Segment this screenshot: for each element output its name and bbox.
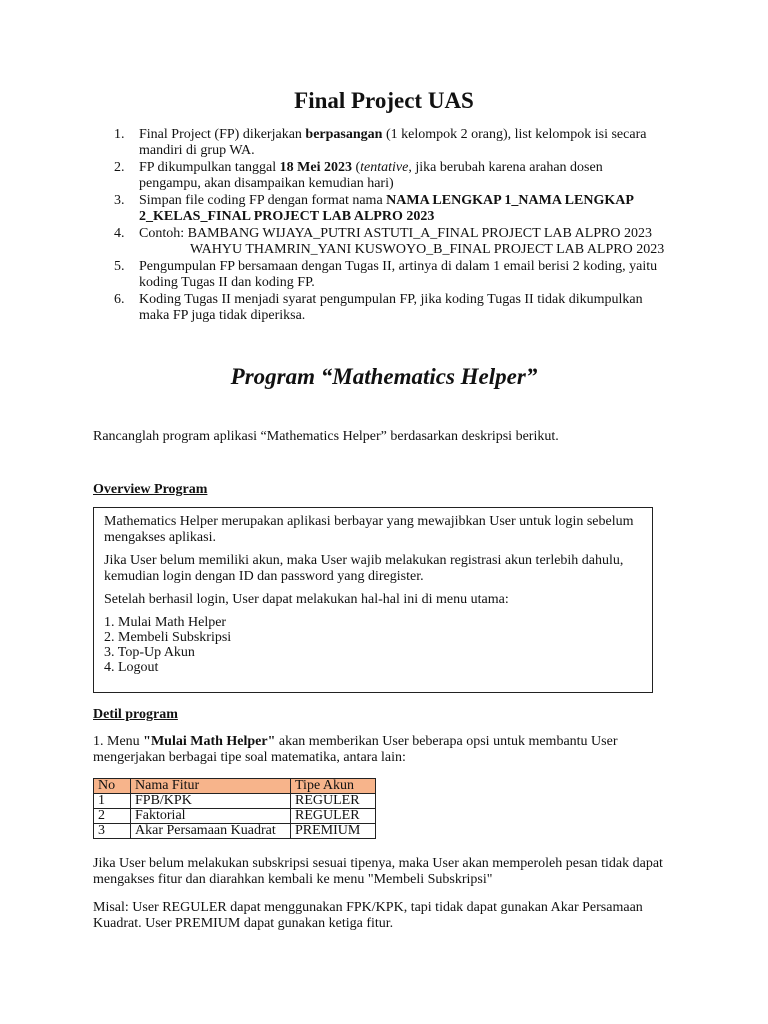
requirements-list: [0, 127, 768, 325]
requirement-file-format-continuation: 2_KELAS_FINAL PROJECT LAB ALPRO 2023: [139, 209, 435, 224]
requirement-text: Pengumpulan FP bersamaan dengan Tugas II, artinya di dalam 1 email berisi 2 koding, yaitu: [139, 259, 658, 274]
menu-item: 1. Mulai Math Helper: [104, 615, 227, 630]
cell-nama-fitur: FPB/KPK: [131, 794, 291, 809]
cell-tipe-akun: REGULER: [291, 809, 376, 824]
menu-name: "Mulai Math Helper": [143, 734, 276, 749]
main-menu-list: [104, 615, 642, 675]
detail-paragraph: [93, 734, 663, 766]
cell-no: 2: [94, 809, 131, 824]
requirement-number: 6.: [114, 292, 125, 307]
detail-text: 1. Menu: [93, 734, 144, 749]
table-row: [94, 809, 376, 824]
requirement-number: 3.: [114, 193, 125, 208]
subscription-warning-paragraph: Jika User belum melakukan subskripsi sesuai tipenya, maka User akan memperoleh pesan tidak dapat mengakses fitur dan diarahkan kembali ke menu "Membeli Subskripsi": [93, 856, 663, 887]
requirement-continuation: maka FP juga tidak diperiksa.: [139, 308, 306, 323]
detail-heading: Detil program: [93, 707, 178, 722]
requirement-continuation: mandiri di grup WA.: [139, 143, 255, 158]
requirement-number: 2.: [114, 160, 125, 175]
cell-no: 3: [94, 824, 131, 839]
requirement-tentative: tentative: [360, 160, 409, 175]
page-title: Final Project UAS: [294, 88, 474, 113]
table-row: [94, 824, 376, 839]
requirement-item: [0, 160, 679, 192]
requirement-item: [0, 127, 679, 159]
overview-paragraph: Setelah berhasil login, User dapat melakukan hal-hal ini di menu utama:: [104, 592, 509, 607]
requirement-text: FP dikumpulkan tanggal: [139, 160, 280, 175]
requirement-number: 4.: [114, 226, 125, 241]
cell-nama-fitur: Faktorial: [131, 809, 291, 824]
requirement-text: Contoh: BAMBANG WIJAYA_PUTRI ASTUTI_A_FINAL PROJECT LAB ALPRO 2023: [139, 226, 653, 241]
requirement-item: [0, 292, 679, 324]
requirement-emphasis: berpasangan: [305, 127, 383, 142]
menu-item: 4. Logout: [104, 660, 159, 675]
cell-nama-fitur: Akar Persamaan Kuadrat: [131, 824, 291, 839]
header-tipe-akun: Tipe Akun: [291, 779, 376, 794]
cell-no: 1: [94, 794, 131, 809]
requirement-text: Simpan file coding FP dengan format nama: [139, 193, 387, 208]
requirement-continuation: koding Tugas II dan koding FP.: [139, 275, 315, 290]
intro-paragraph: Rancanglah program aplikasi “Mathematics Helper” berdasarkan deskripsi berikut.: [93, 429, 559, 444]
requirement-continuation: pengampu, akan disampaikan kemudian hari): [139, 176, 394, 191]
table-header-row: [94, 779, 376, 794]
requirement-item: [0, 226, 679, 258]
requirement-file-format: NAMA LENGKAP 1_NAMA LENGKAP: [386, 193, 634, 208]
table-row: [94, 794, 376, 809]
requirement-text: Koding Tugas II menjadi syarat pengumpulan FP, jika koding Tugas II tidak dikumpulkan: [139, 292, 643, 307]
header-no: No: [94, 779, 131, 794]
requirement-item: [0, 193, 679, 225]
requirement-date: 18 Mei 2023: [279, 160, 352, 175]
requirement-number: 1.: [114, 127, 125, 142]
overview-paragraph: Mathematics Helper merupakan aplikasi berbayar yang mewajibkan User untuk login sebelum mengakses aplikasi.: [104, 514, 634, 545]
header-nama-fitur: Nama Fitur: [131, 779, 291, 794]
detail-text: akan memberikan User beberapa opsi untuk membantu User mengerjakan berbagai tipe soal matematika, antara lain:: [93, 734, 618, 765]
menu-item: 2. Membeli Subskripsi: [104, 630, 232, 645]
overview-box: [93, 507, 653, 693]
requirement-item: [0, 259, 679, 291]
cell-tipe-akun: PREMIUM: [291, 824, 376, 839]
requirement-text: (: [351, 160, 361, 175]
requirement-text: Final Project (FP) dikerjakan: [139, 127, 306, 142]
overview-paragraph: Jika User belum memiliki akun, maka User wajib melakukan registrasi akun terlebih dahulu, kemudian login dengan ID dan password yang diregister.: [104, 553, 624, 584]
menu-item: 3. Top-Up Akun: [104, 645, 195, 660]
example-paragraph: Misal: User REGULER dapat menggunakan FPK/KPK, tapi tidak dapat gunakan Akar Persamaan Kuadrat. User PREMIUM dapat gunakan ketiga fitur.: [93, 900, 643, 931]
overview-heading: Overview Program: [93, 482, 208, 497]
requirement-text: , jika berubah karena arahan dosen: [408, 160, 603, 175]
requirement-text: (1 kelompok 2 orang), list kelompok isi secara: [382, 127, 647, 142]
feature-table: [93, 778, 376, 839]
cell-tipe-akun: REGULER: [291, 794, 376, 809]
requirement-number: 5.: [114, 259, 125, 274]
requirement-example-continuation: WAHYU THAMRIN_YANI KUSWOYO_B_FINAL PROJECT LAB ALPRO 2023: [190, 242, 665, 257]
program-title: Program “Mathematics Helper”: [230, 364, 538, 389]
